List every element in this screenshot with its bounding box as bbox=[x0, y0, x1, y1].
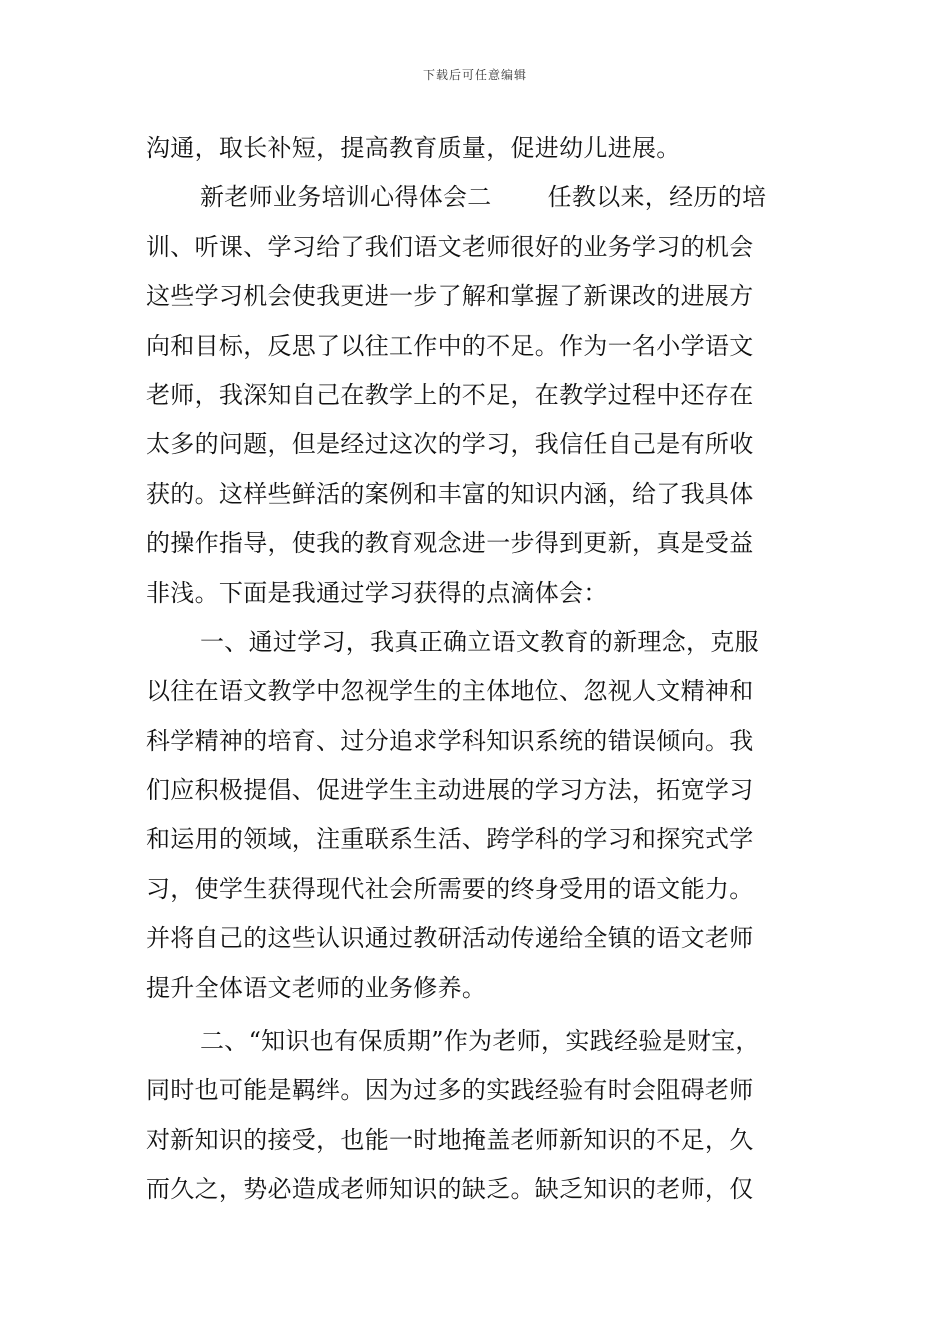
text-line: 习，使学生获得现代社会所需要的终身受用的语文能力。 bbox=[146, 874, 754, 903]
text-line bbox=[146, 173, 808, 222]
text-line: 们应积极提倡、促进学生主动进展的学习方法，拓宽学习 bbox=[146, 776, 754, 805]
section-title: 新老师业务培训心得体会二 bbox=[200, 183, 492, 212]
text-line: 训、听课、学习给了我们语文老师很好的业务学习的机会 bbox=[146, 232, 754, 261]
text-line: 老师，我深知自己在教学上的不足，在教学过程中还存在 bbox=[146, 380, 754, 409]
text-line: 以往在语文教学中忽视学生的主体地位、忽视人文精神和 bbox=[146, 677, 754, 706]
text-fragment: 任教以来，经历的培 bbox=[547, 183, 767, 212]
document-body bbox=[146, 124, 808, 1215]
text-line: 而久之，势必造成老师知识的缺乏。缺乏知识的老师，仅 bbox=[146, 1175, 754, 1204]
text-line: 和运用的领域，注重联系生活、跨学科的学习和探究式学 bbox=[146, 825, 754, 854]
text-line: 提升全体语文老师的业务修养。 bbox=[146, 973, 487, 1002]
text-line: 这些学习机会使我更进一步了解和掌握了新课改的进展方 bbox=[146, 282, 754, 311]
text-line: 对新知识的接受，也能一时地掩盖老师新知识的不足，久 bbox=[146, 1125, 754, 1154]
text-line: 向和目标，反思了以往工作中的不足。作为一名小学语文 bbox=[146, 331, 754, 360]
text-line: 并将自己的这些认识通过教研活动传递给全镇的语文老师 bbox=[146, 924, 754, 953]
text-line: 获的。这样些鲜活的案例和丰富的知识内涵，给了我具体 bbox=[146, 479, 754, 508]
text-line: 二、“知识也有保质期”作为老师，实践经验是财宝， bbox=[200, 1027, 760, 1056]
text-line: 非浅。下面是我通过学习获得的点滴体会： bbox=[146, 578, 608, 607]
text-line: 同时也可能是羁绊。因为过多的实践经验有时会阻碍老师 bbox=[146, 1076, 754, 1105]
text-line: 一、通过学习，我真正确立语文教育的新理念，克服 bbox=[200, 627, 759, 656]
text-line: 的操作指导，使我的教育观念进一步得到更新，真是受益 bbox=[146, 529, 754, 558]
page-header-note: 下载后可任意编辑 bbox=[422, 68, 527, 82]
text-line: 太多的问题，但是经过这次的学习，我信任自己是有所收 bbox=[146, 430, 754, 459]
text-line: 沟通，取长补短，提高教育质量，促进幼儿进展。 bbox=[146, 134, 681, 162]
text-line: 科学精神的培育、过分追求学科知识系统的错误倾向。我 bbox=[146, 726, 754, 755]
